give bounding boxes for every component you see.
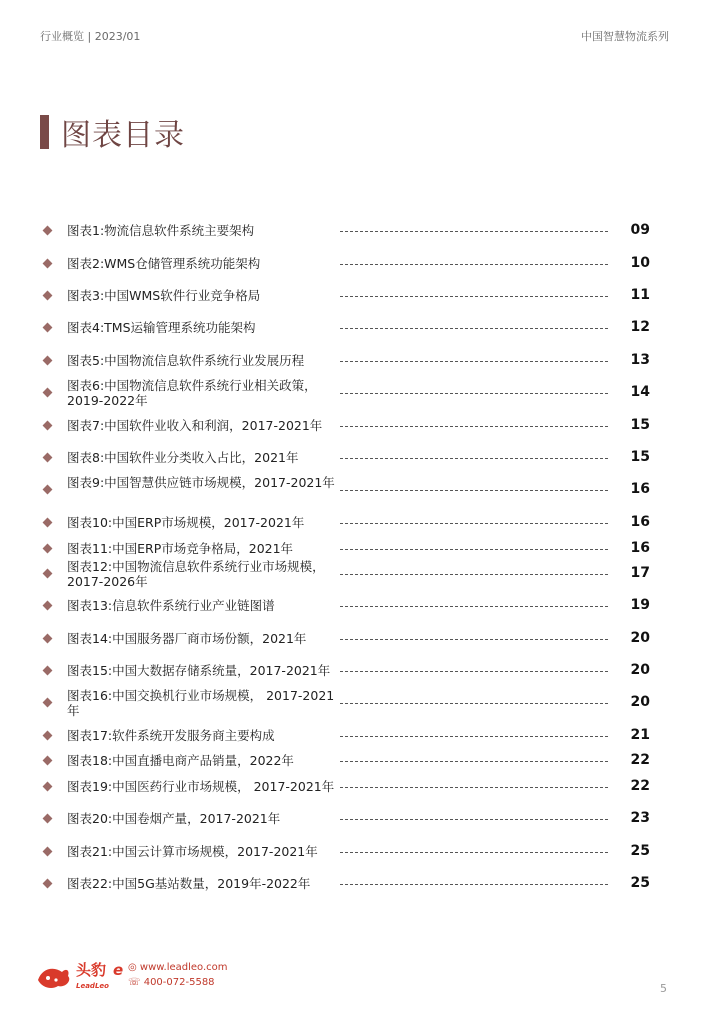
diamond-bullet-icon [43, 323, 53, 333]
toc-label: 图表10:中国ERP市场规模，2017-2021年 [67, 515, 305, 530]
toc-page-number: 17 [630, 565, 650, 581]
toc-leader-dots [340, 639, 608, 640]
toc-page-number: 12 [630, 319, 650, 335]
page-number: 5 [660, 982, 667, 995]
diamond-bullet-icon [43, 453, 53, 463]
toc-label: 图表5:中国物流信息软件系统行业发展历程 [67, 353, 305, 368]
toc-label: 图表21:中国云计算市场规模，2017-2021年 [67, 844, 318, 859]
phone-icon: ☏ [128, 977, 141, 988]
toc-leader-dots [340, 549, 608, 550]
logo-subtext: LeadLeo [76, 982, 109, 990]
diamond-bullet-icon [43, 634, 53, 644]
toc-leader-dots [340, 736, 608, 737]
toc-page-number: 21 [630, 727, 650, 743]
toc-leader-dots [340, 296, 608, 297]
toc-label: 图表15:中国大数据存储系统量，2017-2021年 [67, 663, 331, 678]
toc-label: 图表3:中国WMS软件行业竞争格局 [67, 288, 261, 303]
logo-text: 头豹 [76, 961, 107, 979]
toc-leader-dots [340, 761, 608, 762]
toc-leader-dots [340, 231, 608, 232]
diamond-bullet-icon [43, 291, 53, 301]
toc-page-number: 16 [630, 514, 650, 530]
toc-leader-dots [340, 671, 608, 672]
diamond-bullet-icon [43, 356, 53, 366]
toc-page-number: 20 [630, 630, 650, 646]
leadleo-logo [36, 958, 126, 994]
diamond-bullet-icon [43, 485, 53, 495]
toc-page-number: 22 [630, 778, 650, 794]
diamond-bullet-icon [43, 731, 53, 741]
toc-page-number: 11 [630, 287, 650, 303]
diamond-bullet-icon [43, 698, 53, 708]
phone-text: 400-072-5588 [143, 977, 215, 988]
page-title: 图表目录 [61, 118, 185, 153]
diamond-bullet-icon [43, 879, 53, 889]
footer-website[interactable] [128, 962, 228, 973]
toc-page-number: 25 [630, 875, 650, 891]
diamond-bullet-icon [43, 518, 53, 528]
toc-page-number: 16 [630, 481, 650, 497]
svg-text:e: e [113, 961, 124, 979]
toc-leader-dots [340, 787, 608, 788]
toc-leader-dots [340, 852, 608, 853]
toc-label: 图表18:中国直播电商产品销量，2022年 [67, 753, 294, 768]
toc-page-number: 19 [630, 597, 650, 613]
toc-page-number: 09 [630, 222, 650, 238]
globe-icon: ◎ [128, 962, 137, 973]
diamond-bullet-icon [43, 388, 53, 398]
website-text: www.leadleo.com [139, 962, 228, 973]
toc-label: 图表9:中国智慧供应链市场规模，2017-2021年 [67, 475, 335, 490]
toc-label: 图表17:软件系统开发服务商主要构成 [67, 728, 275, 743]
toc-label: 图表8:中国软件业分类收入占比，2021年 [67, 450, 299, 465]
toc-leader-dots [340, 458, 608, 459]
toc-leader-dots [340, 884, 608, 885]
toc-leader-dots [340, 490, 608, 491]
toc-page-number: 15 [630, 417, 650, 433]
toc-label: 图表22:中国5G基站数量，2019年-2022年 [67, 876, 311, 891]
toc-page-number: 20 [630, 694, 650, 710]
toc-leader-dots [340, 361, 608, 362]
toc-label: 图表1:物流信息软件系统主要架构 [67, 223, 255, 238]
toc-leader-dots [340, 328, 608, 329]
toc-label: 图表12:中国物流信息软件系统行业市场规模，2017-2026年 [67, 559, 325, 589]
toc-leader-dots [340, 426, 608, 427]
toc-page-number: 10 [630, 255, 650, 271]
toc-leader-dots [340, 393, 608, 394]
toc-leader-dots [340, 574, 608, 575]
diamond-bullet-icon [43, 259, 53, 269]
toc-leader-dots [340, 703, 608, 704]
toc-page-number: 16 [630, 540, 650, 556]
diamond-bullet-icon [43, 544, 53, 554]
header-section: 行业概览 | 2023/01 [40, 30, 141, 43]
toc-page-number: 20 [630, 662, 650, 678]
toc-page-number: 22 [630, 752, 650, 768]
toc-label: 图表7:中国软件业收入和利润，2017-2021年 [67, 418, 323, 433]
diamond-bullet-icon [43, 847, 53, 857]
diamond-bullet-icon [43, 226, 53, 236]
toc-label: 图表19:中国医药行业市场规模， 2017-2021年 [67, 779, 335, 794]
diamond-bullet-icon [43, 814, 53, 824]
toc-label: 图表4:TMS运输管理系统功能架构 [67, 320, 256, 335]
toc-leader-dots [340, 264, 608, 265]
toc-label: 图表16:中国交换机行业市场规模， 2017-2021年 [67, 688, 335, 718]
toc-label: 图表6:中国物流信息软件系统行业相关政策，2019-2022年 [67, 378, 317, 408]
header-series: 中国智慧物流系列 [581, 30, 669, 43]
diamond-bullet-icon [43, 756, 53, 766]
toc-label: 图表13:信息软件系统行业产业链图谱 [67, 598, 275, 613]
toc-label: 图表20:中国卷烟产量，2017-2021年 [67, 811, 281, 826]
diamond-bullet-icon [43, 421, 53, 431]
toc-leader-dots [340, 523, 608, 524]
toc-label: 图表14:中国服务器厂商市场份额，2021年 [67, 631, 307, 646]
toc-page-number: 14 [630, 384, 650, 400]
toc-label: 图表11:中国ERP市场竞争格局，2021年 [67, 541, 294, 556]
toc-leader-dots [340, 606, 608, 607]
toc-label: 图表2:WMS仓储管理系统功能架构 [67, 256, 261, 271]
toc-page-number: 23 [630, 810, 650, 826]
diamond-bullet-icon [43, 601, 53, 611]
footer-phone [128, 977, 215, 988]
diamond-bullet-icon [43, 666, 53, 676]
diamond-bullet-icon [43, 782, 53, 792]
toc-page-number: 25 [630, 843, 650, 859]
toc-page-number: 15 [630, 449, 650, 465]
diamond-bullet-icon [43, 569, 53, 579]
toc-page-number: 13 [630, 352, 650, 368]
toc-leader-dots [340, 819, 608, 820]
